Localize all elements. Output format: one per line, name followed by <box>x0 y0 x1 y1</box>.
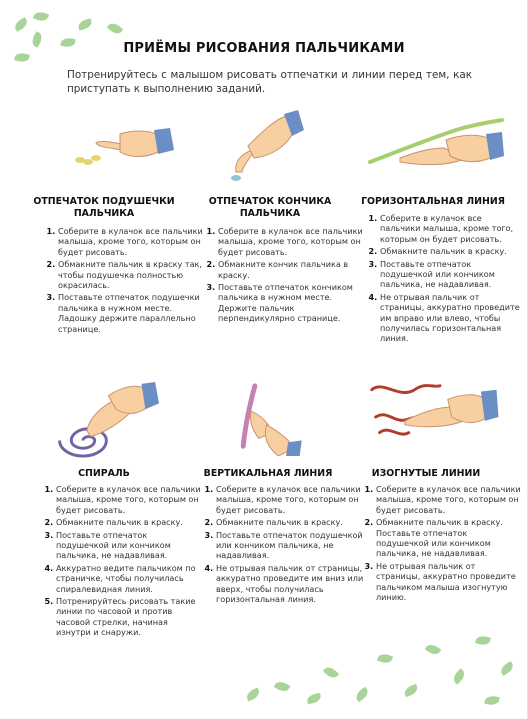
step-item: 2. Обмакните кончик пальчика в краску. <box>218 259 364 280</box>
yellow-fingerprint-hand-icon <box>50 112 200 190</box>
step-item: 3. Не отрывая пальчик от страницы, аккуратно проведите пальчиком малыша изогнутую линию. <box>376 561 522 603</box>
step-item: 2. Обмакните пальчик в краску. <box>216 517 364 527</box>
step-item: 1. Соберите в кулачок все пальчики малыша, кроме того, которым он будет рисовать. <box>216 484 364 515</box>
step-item: 2. Обмакните пальчик в краску так, чтобы подушечка полностью окрасилась. <box>58 259 204 290</box>
step-item: 3. Поставьте отпечаток подушечкой или кончиком пальчика, не надавливая. <box>380 259 522 290</box>
technique-steps <box>202 484 364 606</box>
technique-title: ОТПЕЧАТОК КОНЧИКА ПАЛЬЧИКА <box>208 196 332 219</box>
leaf-icon <box>425 642 442 657</box>
technique-title: ГОРИЗОНТАЛЬНАЯ ЛИНИЯ <box>361 196 505 207</box>
leaf-icon <box>499 661 516 676</box>
leaf-icon <box>245 687 261 701</box>
leaf-icon <box>475 634 491 646</box>
step-item: 3. Поставьте отпечаток подушечкой или кончиком пальчика, не надавливая. <box>216 530 364 561</box>
technique-title: ОТПЕЧАТОК ПОДУШЕЧКИ ПАЛЬЧИКА <box>33 196 175 219</box>
leaf-icon <box>77 18 93 30</box>
green-horizontal-line-hand-icon <box>366 112 516 190</box>
technique-title: ИЗОГНУТЫЕ ЛИНИИ <box>371 468 481 479</box>
blue-fingertip-hand-icon <box>212 106 362 184</box>
leaf-icon <box>451 668 467 684</box>
intro-text: Потренируйтесь с малышом рисовать отпечатки и линии перед тем, как приступать к выполнению заданий. <box>67 69 472 95</box>
technique-title: ВЕРТИКАЛЬНАЯ ЛИНИЯ <box>203 468 333 479</box>
step-item: 3. Поставьте отпечаток подушечки пальчика в нужном месте. Ладошку держите параллельно странице. <box>58 292 204 334</box>
technique-steps <box>204 226 364 326</box>
purple-spiral-hand-icon <box>46 380 196 458</box>
leaf-icon <box>354 687 371 702</box>
leaf-icon <box>33 10 49 23</box>
leaf-icon <box>484 695 499 706</box>
step-item: 4. Не отрывая пальчик от страницы, аккуратно проведите им вправо или влево, чтобы получилась горизонтальная линия. <box>380 292 522 344</box>
leaf-icon <box>107 21 124 37</box>
red-curved-lines-hand-icon <box>364 378 514 456</box>
leaf-icon <box>274 679 291 694</box>
step-item: 2. Обмакните пальчик в краску. Поставьте отпечаток подушечкой или кончиком пальчика, не надавливая. <box>376 517 522 559</box>
leaf-icon <box>323 664 339 680</box>
step-item: 1. Соберите в кулачок все пальчики малыша, кроме того, которым он будет рисовать. <box>376 484 522 515</box>
technique-steps <box>362 484 522 604</box>
technique-steps <box>42 484 202 640</box>
technique-steps <box>44 226 204 336</box>
technique-steps <box>366 213 522 346</box>
step-item: 1. Соберите в кулачок все пальчики малыша, кроме того, которым он будет рисовать. <box>218 226 364 257</box>
step-item: 3. Поставьте отпечаток подушечкой или кончиком пальчика, не надавливая. <box>56 530 202 561</box>
technique-title: СПИРАЛЬ <box>78 468 130 479</box>
step-item: 1. Соберите в кулачок все пальчики малыша, кроме того, которым он будет рисовать. <box>380 213 522 244</box>
step-item: 1. Соберите в кулачок все пальчики малыша, кроме того, которым он будет рисовать. <box>56 484 202 515</box>
step-item: 4. Не отрывая пальчик от страницы, аккуратно проведите им вниз или вверх, чтобы получилась горизонтальная линия. <box>216 563 364 605</box>
step-item: 2. Обмакните пальчик в краску. <box>380 246 522 256</box>
page-title: ПРИЁМЫ РИСОВАНИЯ ПАЛЬЧИКАМИ <box>123 41 405 56</box>
pink-vertical-line-hand-icon <box>214 378 364 456</box>
leaf-icon <box>306 693 321 704</box>
step-item: 4. Аккуратно ведите пальчиком по страничке, чтобы получилась спиралевидная линия. <box>56 563 202 594</box>
step-item: 1. Соберите в кулачок все пальчики малыша, кроме того, которым он будет рисовать. <box>58 226 204 257</box>
step-item: 2. Обмакните пальчик в краску. <box>56 517 202 527</box>
step-item: 3. Поставьте отпечаток кончиком пальчика в нужном месте. Держите пальчик перпендикулярно странице. <box>218 282 364 324</box>
step-item: 5. Потренируйтесь рисовать такие линии по часовой и против часовой стрелки, начиная изнутри и снаружи. <box>56 596 202 638</box>
leaf-icon <box>403 684 419 697</box>
leaf-icon <box>377 652 393 665</box>
leaf-icon <box>13 17 30 32</box>
